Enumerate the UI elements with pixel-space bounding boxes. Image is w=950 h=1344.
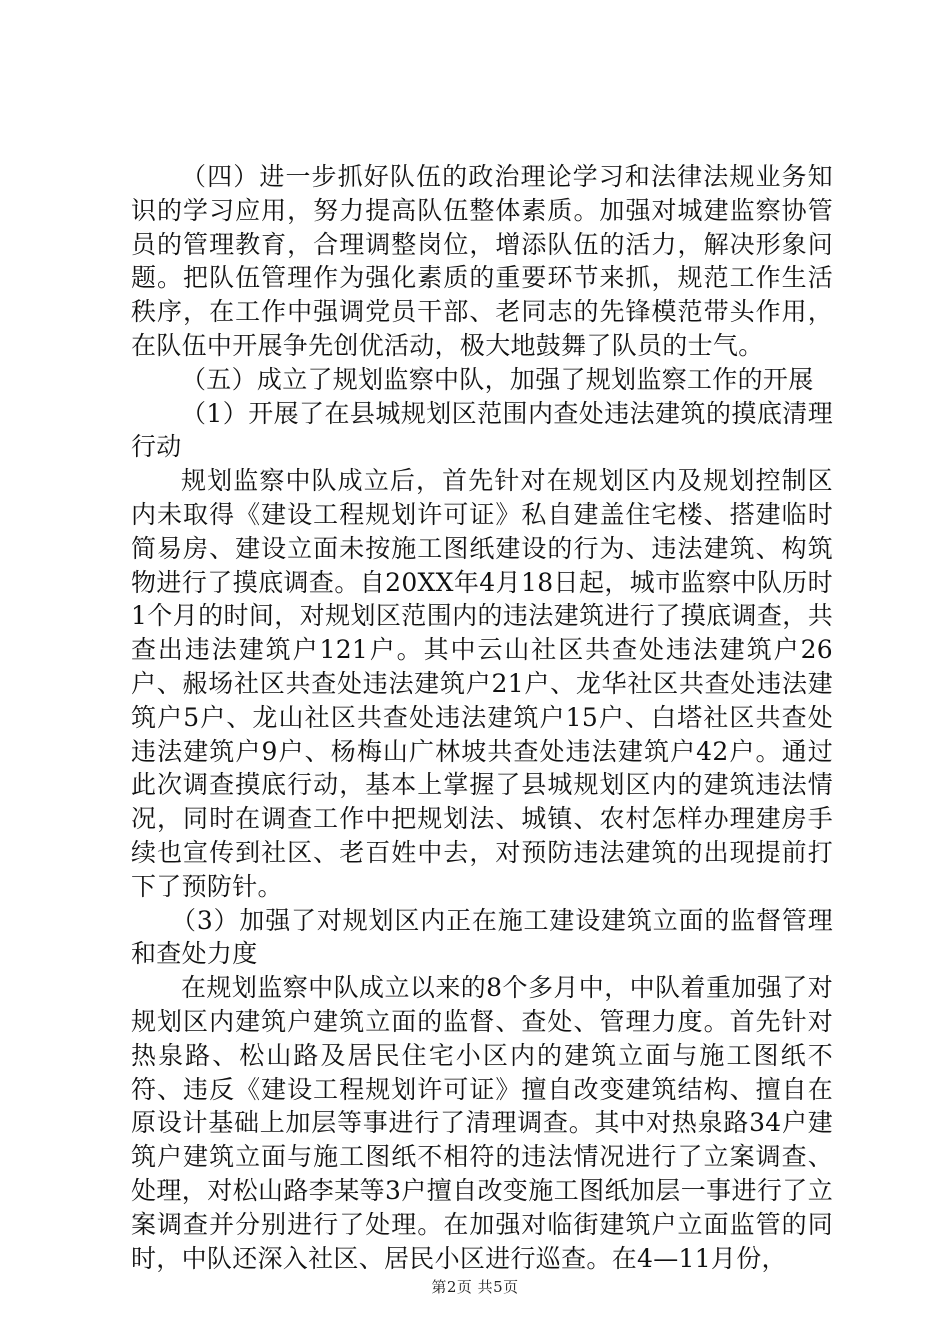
subheading-facade-supervision: （3）加强了对规划区内正在施工建设建筑立面的监督管理和查处力度 xyxy=(131,905,833,969)
paragraph-survey-details: 规划监察中队成立后，首先针对在规划区内及规划控制区内未取得《建设工程规划许可证》私自建盖住宅楼、搭建临时简易房、建设立面未按施工图纸建设的行为、违法建筑、构筑物进行了摸底调查。自20XX年4月18日起，城市监察中队历时1个月的时间，对规划区范围内的违法建筑进行了摸底调查，共查出违法建筑户121户。其中云山社区共查处违法建筑户26户、赧场社区共查处违法建筑户21户、龙华社区共查处违法建筑户5户、龙山社区共查处违法建筑户15户、白塔社区共查处违法建筑户9户、杨梅山广林坡共查处违法建筑户42户。通过此次调查摸底行动，基本上掌握了县城规划区内的建筑违法情况，同时在调查工作中把规划法、城镇、农村怎样办理建房手续也宣传到社区、老百姓中去，对预防违法建筑的出现提前打下了预防针。 xyxy=(131,466,833,901)
page-number-footer: 第2页 共5页 xyxy=(431,1278,519,1296)
document-body xyxy=(131,160,833,1275)
paragraph-facade-details: 在规划监察中队成立以来的8个多月中，中队着重加强了对规划区内建筑户建筑立面的监督、查处、管理力度。首先针对热泉路、松山路及居民住宅小区内的建筑立面与施工图纸不符、违反《建设工程规划许可证》擅自改变建筑结构、擅自在原设计基础上加层等事进行了清理调查。其中对热泉路34户建筑户建筑立面与施工图纸不相符的违法情况进行了立案调查、处理，对松山路李某等3户擅自改变施工图纸加层一事进行了立案调查并分别进行了处理。在加强对临街建筑户立面监管的同时，中队还深入社区、居民小区进行巡查。在4—11月份， xyxy=(131,973,833,1273)
paragraph-team-training: （四）进一步抓好队伍的政治理论学习和法律法规业务知识的学习应用，努力提高队伍整体素质。加强对城建监察协管员的管理教育，合理调整岗位，增添队伍的活力，解决形象问题。把队伍管理作为强化素质的重要环节来抓，规范工作生活秩序，在工作中强调党员干部、老同志的先锋模范带头作用，在队伍中开展争先创优活动，极大地鼓舞了队员的士气。 xyxy=(131,162,833,360)
heading-planning-squad: （五）成立了规划监察中队，加强了规划监察工作的开展 xyxy=(181,364,814,394)
subheading-survey-action: （1）开展了在县城规划区范围内查处违法建筑的摸底清理行动 xyxy=(131,398,833,462)
